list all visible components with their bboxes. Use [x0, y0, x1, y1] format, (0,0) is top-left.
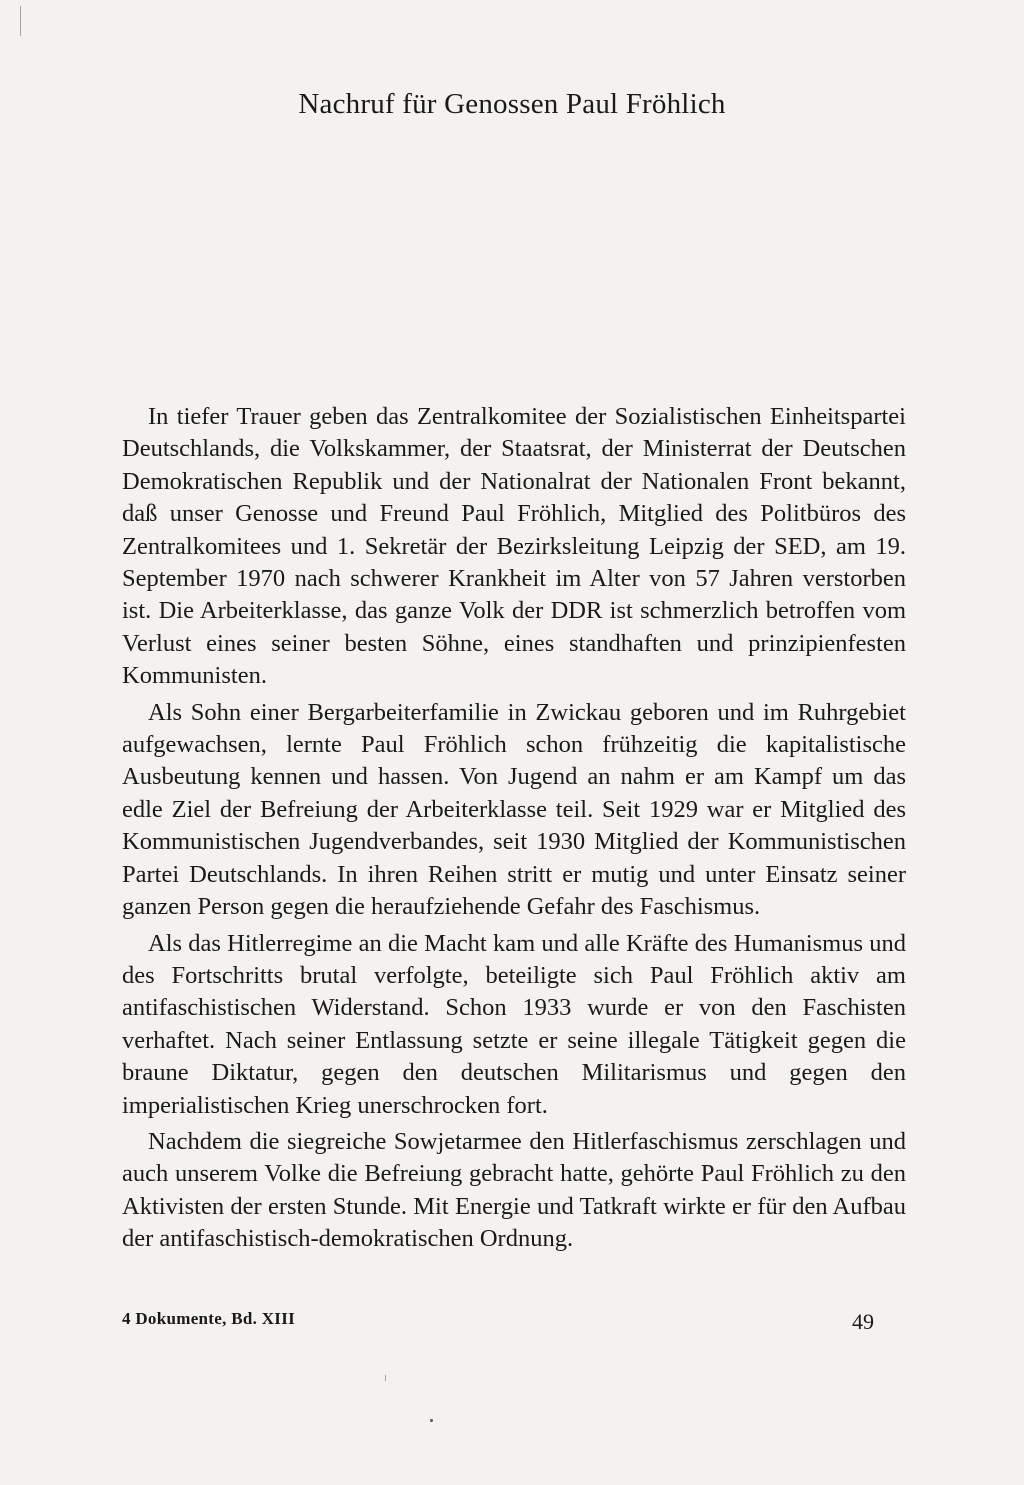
scan-speck [20, 6, 21, 36]
page-number: 49 [852, 1309, 874, 1334]
paragraph-4: Nachdem die siegreiche Sowjetarmee den Hitlerfaschismus zerschlagen und auch unserem Volke die Befreiung gebracht hatte, gehörte Paul Fröhlich zu den Aktivisten der ersten Stunde. Mit Energie und Tatkraft wirkte er für den Aufbau der antifaschistisch-demokratischen Ordnung. [122, 1127, 906, 1253]
paragraph-2: Als Sohn einer Bergarbeiterfamilie in Zwickau geboren und im Ruhrgebiet aufgewachsen, lernte Paul Fröhlich schon frühzeitig die kapitalistische Ausbeutung kennen und hassen. Von Jugend an nahm er am Kampf um das edle Ziel der Befreiung der Arbeiterklasse teil. Seit 1929 war er Mitglied des Kommunistischen Jugendverbandes, seit 1930 Mitglied der Kommunistischen Partei Deutschlands. In ihren Reihen stritt er mutig und unter Einsatz seiner ganzen Person gegen die heraufziehende Gefahr des Faschismus. [122, 698, 906, 921]
body-text [122, 401, 906, 1260]
page-title: Nachruf für Genossen Paul Fröhlich [298, 88, 726, 120]
footer-signature: 4 Dokumente, Bd. XIII [122, 1309, 296, 1328]
scan-speck [385, 1375, 386, 1381]
paragraph-1: In tiefer Trauer geben das Zentralkomitee der Sozialistischen Einheitspartei Deutschlands, die Volkskammer, der Staatsrat, der Ministerrat der Deutschen Demokratischen Republik und der Nationalrat der Nationalen Front bekannt, daß unser Genosse und Freund Paul Fröhlich, Mitglied des Politbüros des Zentralkomitees und 1. Sekretär der Bezirksleitung Leipzig der SED, am 19. September 1970 nach schwerer Krankheit im Alter von 57 Jahren verstorben ist. Die Arbeiterklasse, das ganze Volk der DDR ist schmerzlich betroffen vom Verlust eines seiner besten Söhne, eines standhaften und prinzipienfesten Kommunisten. [122, 403, 906, 690]
paragraph-3: Als das Hitlerregime an die Macht kam und alle Kräfte des Humanismus und des Fortschritts brutal verfolgte, beteiligte sich Paul Fröhlich aktiv am antifaschistischen Widerstand. Schon 1933 wurde er von den Faschisten verhaftet. Nach seiner Entlassung setzte er seine illegale Tätigkeit gegen die braune Diktatur, gegen den deutschen Militarismus und gegen den imperialistischen Krieg unerschrocken fort. [122, 929, 906, 1119]
scan-speck [430, 1419, 433, 1422]
